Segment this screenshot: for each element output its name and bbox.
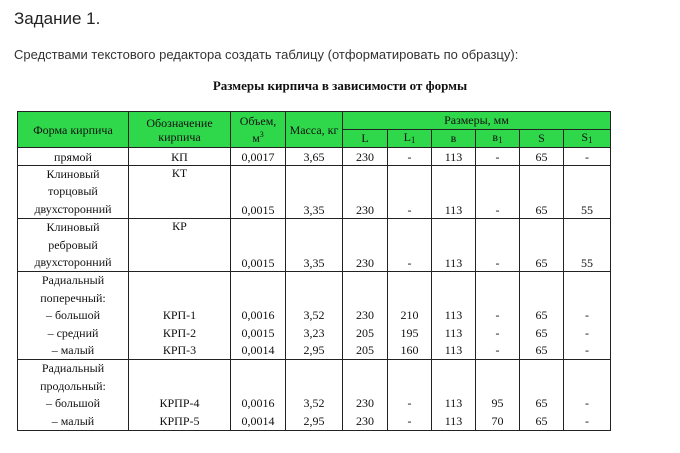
cell-code: КП: [129, 148, 231, 166]
cell-line: 65: [535, 308, 548, 323]
cell-line: -: [585, 308, 589, 323]
cell-S1: [564, 272, 611, 360]
form-line: – большой: [45, 308, 101, 323]
header-v1-text: в: [492, 129, 499, 144]
cell-v: [432, 272, 476, 360]
cell-line: 205: [356, 343, 374, 358]
header-volume-sup: 3: [259, 130, 264, 139]
cell-line: -: [585, 343, 589, 358]
cell-form: [18, 272, 129, 360]
header-volume-text: Объем, м: [239, 114, 277, 145]
cell-v1: -: [476, 148, 520, 166]
cell-line: 3,23: [303, 325, 325, 340]
cell-line: КРП-2: [162, 325, 197, 340]
cell-line: -: [407, 396, 412, 411]
cell-line: 95: [491, 396, 504, 411]
table-row: [18, 272, 611, 360]
cell-line: 0,0016: [241, 308, 275, 323]
cell-L1: -: [388, 219, 432, 272]
cell-v: [432, 360, 476, 431]
cell-line: КРП-3: [162, 343, 197, 358]
cell-S1: -: [564, 148, 611, 166]
table-row: [18, 219, 611, 272]
cell-line: -: [495, 325, 500, 340]
form-line: двухсторонний: [34, 201, 112, 216]
cell-line: 113: [444, 396, 463, 411]
cell-S1: 55: [564, 219, 611, 272]
cell-line: 2,95: [303, 343, 325, 358]
table-row: [18, 166, 611, 219]
cell-line: 113: [444, 413, 463, 428]
cell-L1: -: [388, 166, 432, 219]
cell-volume: 0,0015: [231, 166, 286, 219]
task-heading: Задание 1.: [14, 9, 101, 28]
cell-line: -: [585, 396, 589, 411]
header-L1: [388, 130, 432, 148]
cell-line: 210: [400, 308, 419, 323]
cell-line: КРПР-4: [159, 396, 200, 411]
cell-volume: 0,0015: [231, 219, 286, 272]
cell-line: 3,52: [303, 396, 325, 411]
header-L1-sub: 1: [410, 134, 416, 145]
cell-v1: [476, 360, 520, 431]
cell-mass: 3,35: [286, 166, 343, 219]
cell-volume: [231, 272, 286, 360]
cell-mass: [286, 360, 343, 431]
header-v1: [476, 130, 520, 148]
cell-line: 0,0015: [241, 325, 275, 340]
form-line: Клиновый: [46, 220, 100, 235]
cell-line: 113: [444, 308, 463, 323]
cell-line: 230: [356, 308, 374, 323]
cell-v1: [476, 272, 520, 360]
header-v1-sub: 1: [498, 134, 503, 145]
header-form: Форма кирпича: [18, 112, 129, 148]
cell-S: 65: [520, 148, 564, 166]
brick-sizes-table: [17, 111, 611, 431]
form-line: Радиальный: [41, 273, 105, 288]
task-instruction: Средствами текстового редактора создать таблицу (отформатировать по образцу):: [14, 47, 519, 62]
cell-mass: 3,65: [286, 148, 343, 166]
table-row: [18, 148, 611, 166]
cell-L1: [388, 272, 432, 360]
table-row: [18, 360, 611, 431]
cell-code: КР: [129, 219, 231, 272]
header-sizes: Размеры, мм: [343, 112, 611, 130]
form-line: – малый: [51, 343, 95, 358]
cell-L: [343, 360, 388, 431]
cell-volume: 0,0017: [231, 148, 286, 166]
cell-line: 2,95: [303, 413, 325, 428]
cell-line: -: [407, 413, 412, 428]
form-line: ребровый: [48, 237, 98, 252]
form-line: поперечный:: [40, 290, 106, 305]
cell-line: -: [495, 308, 500, 323]
cell-line: 230: [356, 413, 374, 428]
cell-code: КТ: [129, 166, 231, 219]
cell-S: 65: [520, 219, 564, 272]
header-L: L: [343, 130, 388, 148]
cell-line: -: [585, 413, 589, 428]
cell-S: 65: [520, 166, 564, 219]
form-line: Радиальный: [41, 361, 105, 376]
cell-L: [343, 272, 388, 360]
header-designation: Обозначение кирпича: [129, 112, 231, 148]
table-title: Размеры кирпича в зависимости от формы: [212, 78, 468, 93]
cell-v1: -: [476, 166, 520, 219]
form-line: – малый: [51, 413, 95, 428]
cell-S: [520, 360, 564, 431]
cell-L: 230: [343, 148, 388, 166]
header-v: в: [432, 130, 476, 148]
cell-line: 230: [356, 396, 374, 411]
cell-line: 0,0016: [241, 396, 275, 411]
cell-line: 113: [444, 325, 463, 340]
form-line: двухсторонний: [34, 255, 112, 270]
cell-line: 205: [356, 325, 374, 340]
cell-L: 230: [343, 219, 388, 272]
cell-S1: 55: [564, 166, 611, 219]
cell-form: [18, 219, 129, 272]
form-line: Клиновый: [46, 167, 100, 181]
cell-line: 3,52: [303, 308, 325, 323]
cell-line: 0,0014: [241, 343, 275, 358]
cell-code: [129, 272, 231, 360]
cell-v: 113: [432, 148, 476, 166]
header-S1-sub: 1: [588, 134, 593, 145]
cell-mass: 3,35: [286, 219, 343, 272]
cell-v: 113: [432, 219, 476, 272]
cell-v: 113: [432, 166, 476, 219]
cell-line: 195: [400, 325, 419, 340]
cell-line: 113: [444, 343, 463, 358]
header-L1-text: L: [403, 129, 411, 144]
cell-L: 230: [343, 166, 388, 219]
form-line: – большой: [45, 396, 101, 411]
cell-v1: -: [476, 219, 520, 272]
cell-S1: [564, 360, 611, 431]
cell-line: КРП-1: [162, 308, 197, 323]
cell-volume: [231, 360, 286, 431]
header-mass: Масса, кг: [286, 112, 343, 148]
cell-S: [520, 272, 564, 360]
header-volume: [231, 112, 286, 148]
cell-line: КРПР-5: [159, 413, 200, 428]
cell-line: 65: [535, 325, 548, 340]
form-line: торцовый: [48, 184, 98, 199]
header-S1-text: S: [581, 129, 589, 144]
cell-form: [18, 166, 129, 219]
table-header: [18, 112, 611, 148]
form-line: – средний: [47, 325, 99, 340]
cell-mass: [286, 272, 343, 360]
cell-line: 65: [535, 396, 548, 411]
cell-line: -: [495, 343, 500, 358]
header-S: S: [520, 130, 564, 148]
cell-form: [18, 360, 129, 431]
form-line: продольный:: [40, 378, 106, 393]
cell-line: 65: [535, 413, 548, 428]
cell-line: 160: [400, 343, 419, 358]
header-S1: [564, 130, 611, 148]
cell-L1: -: [388, 148, 432, 166]
cell-L1: [388, 360, 432, 431]
cell-line: 0,0014: [241, 413, 275, 428]
cell-line: -: [585, 325, 589, 340]
cell-line: 65: [535, 343, 548, 358]
cell-code: [129, 360, 231, 431]
cell-line: 70: [491, 413, 504, 428]
cell-form: прямой: [18, 148, 129, 166]
